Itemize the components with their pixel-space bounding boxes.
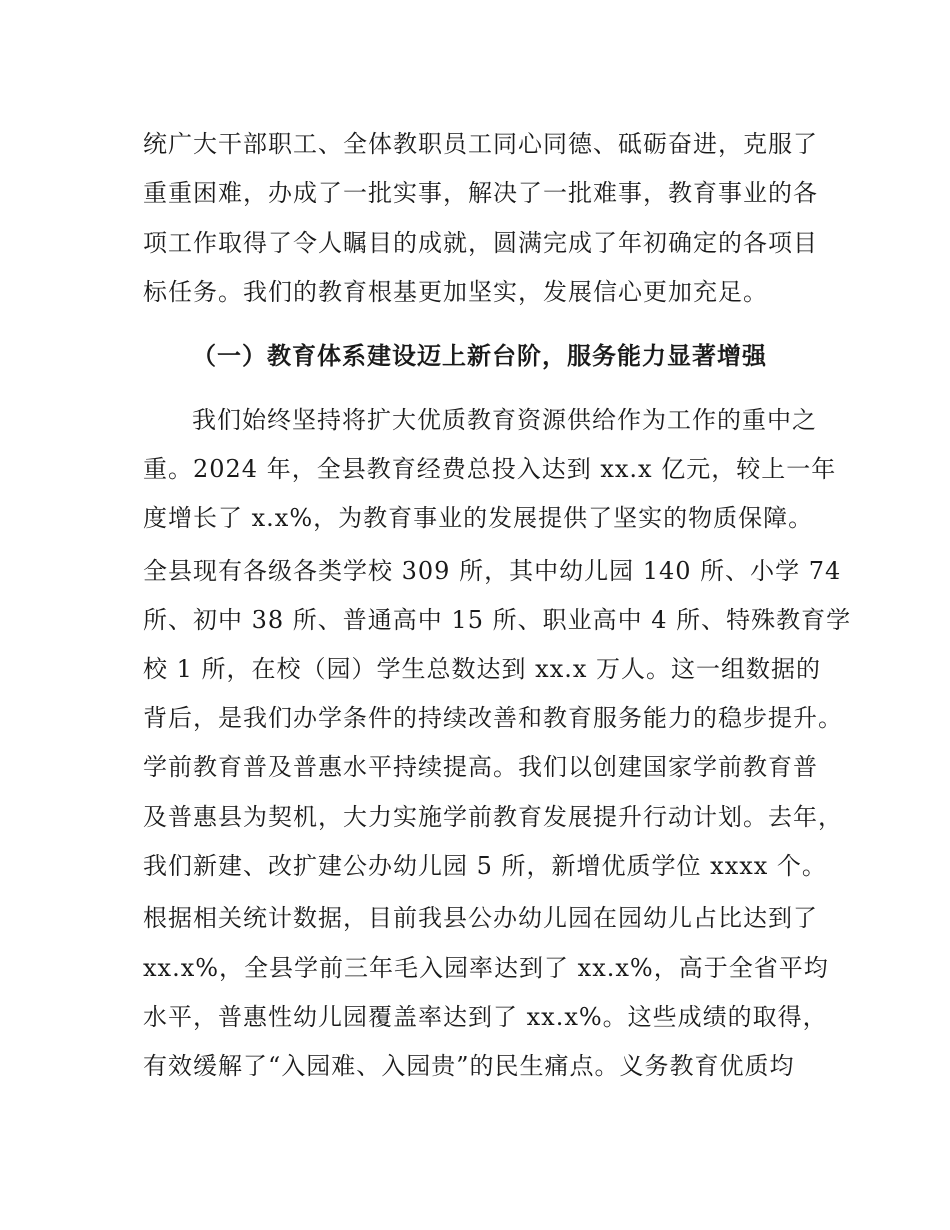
- text-line: 所、初中 38 所、普通高中 15 所、职业高中 4 所、特殊教育学: [143, 606, 852, 634]
- text-line: 学前教育普及普惠水平持续提高。我们以创建国家学前教育普: [143, 753, 818, 781]
- text-line: 全县现有各级各类学校 309 所，其中幼儿园 140 所、小学 74: [143, 557, 842, 585]
- text-line: 校 1 所，在校（园）学生总数达到 xx.x 万人。这一组数据的: [143, 655, 822, 683]
- text-line: 统广大干部职工、全体教职员工同心同德、砥砺奋进，克服了: [143, 130, 818, 158]
- text-line: 背后，是我们办学条件的持续改善和教育服务能力的稳步提升。: [143, 704, 843, 732]
- text-line: 标任务。我们的教育根基更加坚实，发展信心更加充足。: [143, 278, 768, 306]
- text-line: 根据相关统计数据，目前我县公办幼儿园在园幼儿占比达到了: [143, 904, 818, 932]
- text-line: 度增长了 x.x%，为教育事业的发展提供了坚实的物质保障。: [143, 504, 814, 532]
- text-line: 重重困难，办成了一批实事，解决了一批难事，教育事业的各: [143, 179, 818, 207]
- text-line: 及普惠县为契机，大力实施学前教育发展提升行动计划。去年，: [143, 803, 843, 831]
- text-line: 水平，普惠性幼儿园覆盖率达到了 xx.x%。这些成绩的取得，: [143, 1003, 828, 1031]
- text-line: 我们始终坚持将扩大优质教育资源供给作为工作的重中之: [192, 406, 817, 434]
- text-line: 有效缓解了“入园难、入园贵”的民生痛点。义务教育优质均: [143, 1052, 795, 1080]
- text-line: xx.x%，全县学前三年毛入园率达到了 xx.x%，高于全省平均: [143, 954, 829, 982]
- text-line: 项工作取得了令人瞩目的成就，圆满完成了年初确定的各项目: [143, 229, 818, 257]
- text-line: 重。2024 年，全县教育经费总投入达到 xx.x 亿元，较上一年: [143, 455, 837, 483]
- text-line: 我们新建、改扩建公办幼儿园 5 所，新增优质学位 xxxx 个。: [143, 852, 827, 880]
- section-heading: （一）教育体系建设迈上新台阶，服务能力显著增强: [192, 342, 767, 370]
